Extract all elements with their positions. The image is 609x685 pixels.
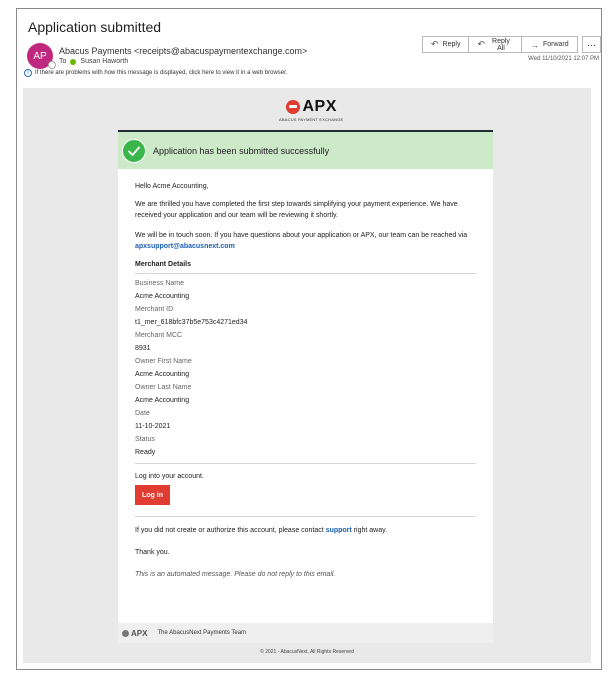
presence-dot-icon (48, 61, 56, 69)
check-circle-icon (122, 139, 146, 163)
detail-value: t1_mer_618bfc37b5e753c4271ed34 (135, 319, 248, 326)
detail-value: Acme Accounting (135, 397, 190, 404)
email-body (23, 88, 591, 663)
reply-all-button[interactable] (469, 36, 521, 53)
contact-paragraph-text: We will be in touch soon. If you have questions about your application or APX, our team can be reached via (135, 232, 468, 239)
recipient-name[interactable]: Susan Haworth (80, 58, 129, 65)
detail-value: Acme Accounting (135, 371, 190, 378)
thank-you: Thank you. (135, 549, 170, 556)
merchant-details-list (135, 277, 476, 459)
support-link[interactable]: support (325, 527, 352, 534)
powered-by-logo-icon (122, 630, 129, 637)
powered-by-logo (122, 629, 147, 638)
contact-note (135, 527, 476, 534)
message-actions (422, 36, 601, 53)
login-prompt: Log into your account. (135, 473, 204, 480)
detail-label: Status (135, 436, 155, 443)
detail-label: Owner First Name (135, 358, 192, 365)
email-subject: Application submitted (28, 19, 162, 35)
detail-value: 11-10-2021 (135, 423, 171, 430)
message-card (118, 130, 493, 623)
detail-label: Merchant MCC (135, 332, 183, 339)
greeting: Hello Acme Accounting, (135, 183, 209, 190)
success-banner (118, 132, 493, 169)
merchant-details-title: Merchant Details (135, 261, 476, 274)
received-date: Wed 11/10/2021 12:07 PM (528, 56, 599, 62)
recipient-status-icon (70, 59, 76, 65)
copyright-footer: © 2021 - AbacusNext, All Rights Reserved (260, 649, 354, 655)
contact-note-before: If you did not create or authorize this account, please contact (135, 527, 326, 534)
avatar-initials: AP (33, 50, 47, 62)
reply-icon: ↶ (431, 39, 439, 49)
logo-subtitle: ABACUS PAYMENT EXCHANGE (279, 117, 344, 122)
logo-text: APX (302, 98, 337, 115)
message-content (118, 183, 493, 578)
info-text[interactable]: If there are problems with how this message is displayed, click here to view it in a web browser. (35, 70, 288, 76)
support-email-link[interactable]: apxsupport@abacusnext.com (135, 243, 235, 250)
login-button[interactable]: Log in (135, 485, 170, 505)
to-line (59, 58, 128, 65)
detail-value: Ready (135, 449, 156, 456)
detail-label: Merchant ID (135, 306, 174, 313)
detail-label: Date (135, 410, 150, 417)
more-icon: ··· (586, 39, 596, 50)
powered-by-logo-text: APX (131, 628, 148, 638)
apx-logo (279, 98, 343, 122)
team-name: The AbacusNext Payments Team (157, 630, 247, 636)
forward-button[interactable] (522, 36, 578, 53)
more-actions-button[interactable] (582, 36, 601, 53)
detail-label: Owner Last Name (135, 384, 192, 391)
forward-label: Forward (542, 41, 569, 48)
team-signature-bar (118, 623, 493, 643)
sender-address[interactable]: Abacus Payments <receipts@abacuspaymentexchange.com> (59, 46, 308, 56)
detail-value: Acme Accounting (135, 293, 190, 300)
reply-label: Reply (442, 41, 461, 48)
detail-label: Business Name (135, 280, 185, 287)
success-message: Application has been submitted successfully (153, 145, 330, 156)
automated-notice: This is an automated message. Please do not reply to this email. (135, 571, 336, 578)
info-icon: i (24, 69, 32, 77)
display-info-bar[interactable] (24, 69, 287, 77)
contact-note-after: right away. (351, 527, 388, 534)
reply-all-icon: ↶ (477, 39, 485, 49)
divider (135, 516, 476, 517)
forward-icon: → (529, 39, 539, 50)
detail-value: 8931 (135, 345, 151, 352)
to-label: To (59, 58, 67, 65)
apx-logo-icon (286, 100, 300, 114)
email-window (16, 8, 602, 670)
intro-paragraph: We are thrilled you have completed the first step towards simplifying your payment experience. We have received your application and our team will be reviewing it shortly. (135, 201, 458, 219)
divider (135, 463, 476, 464)
contact-paragraph (135, 230, 476, 252)
reply-button[interactable] (422, 36, 469, 53)
reply-all-label: Reply All (492, 37, 510, 52)
